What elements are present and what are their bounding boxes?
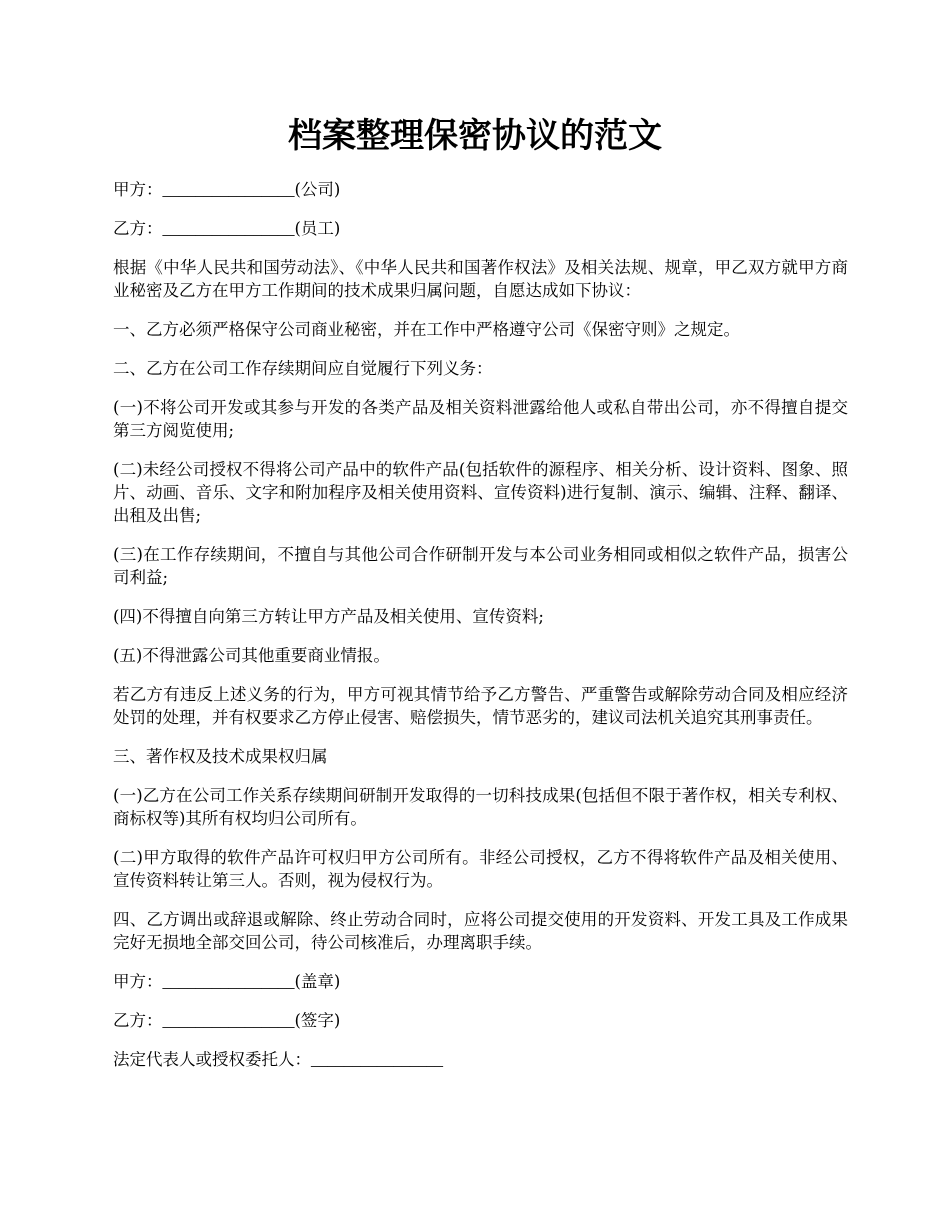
clause-2-heading: 二、乙方在公司工作存续期间应自觉履行下列义务： xyxy=(113,359,493,378)
party-b-suffix: (员工) xyxy=(294,219,341,238)
clause-2-item-3: (三)在工作存续期间，不擅自与其他公司合作研制开发与本公司业务相同或相似之软件产品，损害公司利益; xyxy=(113,545,848,587)
party-b-blank: ________________ xyxy=(162,219,295,238)
party-b-line xyxy=(113,217,848,240)
clause-3-item-2: (二)甲方取得的软件产品许可权归甲方公司所有。非经公司授权，乙方不得将软件产品及相关使用、宣传资料转让第三人。否则，视为侵权行为。 xyxy=(113,848,848,890)
signature-party-b-blank: ________________ xyxy=(162,1011,295,1030)
legal-representative-label: 法定代表人或授权委托人： xyxy=(113,1050,311,1069)
clause-2-item-2: (二)未经公司授权不得将公司产品中的软件产品(包括软件的源程序、相关分析、设计资料、图象、照片、动画、音乐、文字和附加程序及相关使用资料、宣传资料)进行复制、演示、编辑、注释、翻译、出租及出售; xyxy=(113,460,848,525)
party-a-label: 甲方： xyxy=(113,180,163,199)
signature-party-a-suffix: (盖章) xyxy=(294,972,341,991)
signature-party-a-label: 甲方： xyxy=(113,972,163,991)
document-body xyxy=(113,178,848,1087)
preamble-paragraph: 根据《中华人民共和国劳动法》、《中华人民共和国著作权法》及相关法规、规章，甲乙双方就甲方商业秘密及乙方在甲方工作期间的技术成果归属问题，自愿达成如下协议： xyxy=(113,258,848,300)
party-a-blank: ________________ xyxy=(162,180,295,199)
clause-4: 四、乙方调出或辞退或解除、终止劳动合同时，应将公司提交使用的开发资料、开发工具及工作成果完好无损地全部交回公司，待公司核准后，办理离职手续。 xyxy=(113,910,848,952)
party-a-line xyxy=(113,178,848,201)
signature-party-b-label: 乙方： xyxy=(113,1011,163,1030)
signature-party-b-suffix: (签字) xyxy=(294,1011,341,1030)
clause-2-item-4: (四)不得擅自向第三方转让甲方产品及相关使用、宣传资料; xyxy=(113,607,544,626)
clause-3-item-1: (一)乙方在公司工作关系存续期间研制开发取得的一切科技成果(包括但不限于著作权，相关专利权、商标权等)其所有权均归公司所有。 xyxy=(113,786,848,828)
party-b-label: 乙方： xyxy=(113,219,163,238)
document-title: 档案整理保密协议的范文 xyxy=(288,116,662,156)
clause-1: 一、乙方必须严格保守公司商业秘密，并在工作中严格遵守公司《保密守则》之规定。 xyxy=(113,320,740,339)
breach-paragraph: 若乙方有违反上述义务的行为，甲方可视其情节给予乙方警告、严重警告或解除劳动合同及相应经济处罚的处理，并有权要求乙方停止侵害、赔偿损失，情节恶劣的，建议司法机关追究其刑事责任。 xyxy=(113,685,848,727)
legal-representative-blank: ________________ xyxy=(311,1050,443,1069)
signature-party-a-line xyxy=(113,970,848,993)
clause-2-item-5: (五)不得泄露公司其他重要商业情报。 xyxy=(113,646,390,665)
clause-3-heading: 三、著作权及技术成果权归属 xyxy=(113,747,328,766)
clause-2-item-1: (一)不将公司开发或其参与开发的各类产品及相关资料泄露给他人或私自带出公司，亦不得擅自提交第三方阅览使用; xyxy=(113,398,848,440)
party-a-suffix: (公司) xyxy=(294,180,341,199)
signature-party-b-line xyxy=(113,1009,848,1032)
signature-party-a-blank: ________________ xyxy=(162,972,295,991)
legal-representative-line xyxy=(113,1048,848,1071)
